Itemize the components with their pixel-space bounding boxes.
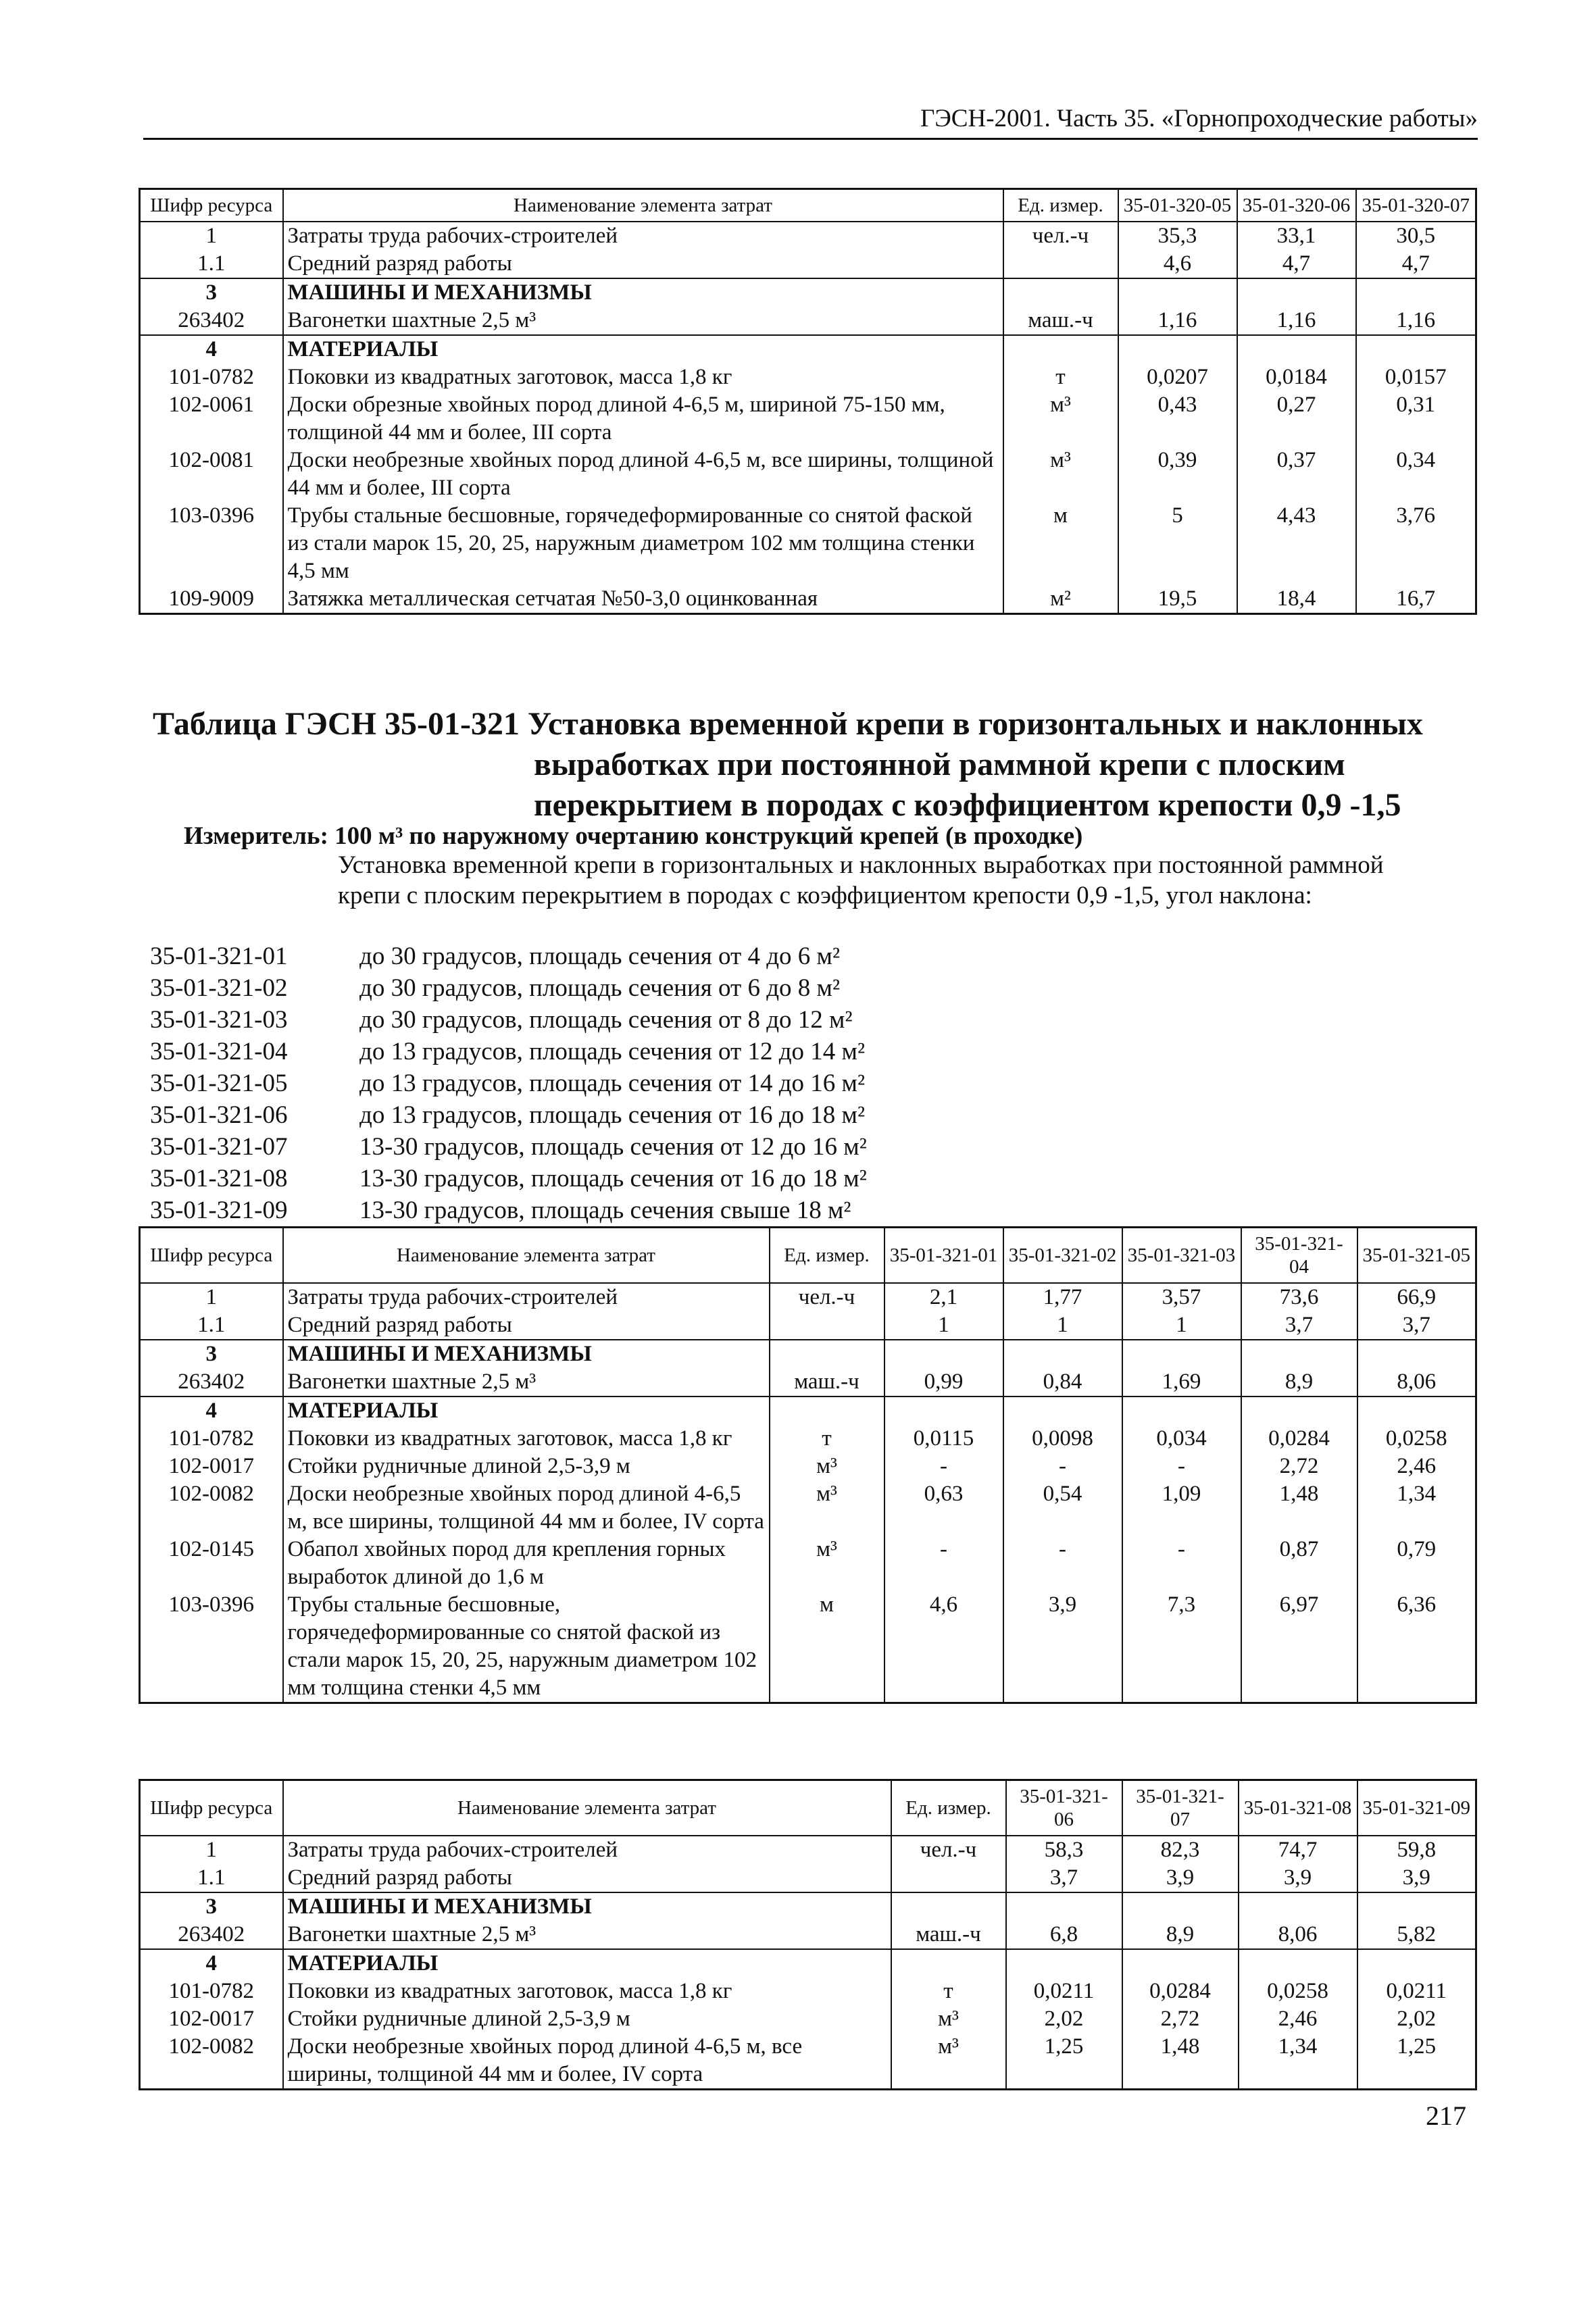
cost-element-name: Поковки из квадратных заготовок, масса 1,8 кг	[283, 363, 1003, 391]
norm-value: 1,48	[1122, 2033, 1239, 2090]
cost-element-name: Доски обрезные хвойных пород длиной 4-6,5 м, шириной 75-150 мм, толщиной 44 мм и более, III сорта	[283, 391, 1003, 447]
norm-value: 19,5	[1118, 585, 1237, 614]
resource-code: 101-0782	[140, 363, 283, 391]
section-title	[153, 704, 1477, 826]
norm-value: 4,7	[1356, 250, 1476, 278]
unit-of-measure: м³	[770, 1453, 884, 1480]
unit-of-measure	[770, 1340, 884, 1368]
resource-code: 1.1	[140, 250, 283, 278]
code-list-item	[150, 1004, 867, 1036]
code-list	[150, 940, 867, 1226]
unit-of-measure	[891, 1892, 1006, 1921]
cost-element-name: Доски необрезные хвойных пород длиной 4-6,5 м, все ширины, толщиной 44 мм и более, IV сорта	[283, 1480, 770, 1536]
norm-code: 35-01-321-07	[150, 1133, 288, 1161]
cost-element-name: Вагонетки шахтные 2,5 м³	[283, 307, 1003, 335]
unit-of-measure: чел.-ч	[770, 1283, 884, 1311]
column-header: 35-01-321-01	[884, 1228, 1003, 1284]
norm-value: 3,76	[1356, 502, 1476, 585]
norm-value: 30,5	[1356, 222, 1476, 250]
resource-table-321-b	[139, 1779, 1477, 2090]
norm-value: 7,3	[1122, 1591, 1241, 1703]
norm-value: 0,0098	[1003, 1425, 1122, 1453]
column-header: 35-01-321-07	[1122, 1780, 1239, 1836]
norm-value: 3,9	[1122, 1864, 1239, 1892]
unit-of-measure: м³	[1003, 447, 1118, 502]
norm-value: -	[884, 1453, 1003, 1480]
unit-of-measure	[770, 1311, 884, 1340]
norm-code: 35-01-321-03	[150, 1006, 288, 1034]
column-header: 35-01-321-02	[1003, 1228, 1122, 1284]
norm-value: 1,77	[1003, 1283, 1122, 1311]
cost-element-name: Затяжка металлическая сетчатая №50-3,0 оцинкованная	[283, 585, 1003, 614]
table-row	[140, 307, 1476, 335]
cost-element-name: Стойки рудничные длиной 2,5-3,9 м	[283, 2005, 891, 2033]
norm-value	[1357, 1340, 1476, 1368]
resource-code: 263402	[140, 1921, 283, 1949]
norm-value: -	[1003, 1536, 1122, 1591]
norm-value: 0,37	[1237, 447, 1356, 502]
norm-code: 35-01-321-04	[150, 1038, 288, 1065]
resource-code: 1.1	[140, 1864, 283, 1892]
resource-code: 103-0396	[140, 1591, 283, 1703]
unit-of-measure: чел.-ч	[1003, 222, 1118, 250]
cost-element-name: Стойки рудничные длиной 2,5-3,9 м	[283, 1453, 770, 1480]
table-row	[140, 1536, 1476, 1591]
cost-element-name: Поковки из квадратных заготовок, масса 1,8 кг	[283, 1978, 891, 2005]
section-title-line: Таблица ГЭСН 35-01-321 Установка временной крепи в горизонтальных и наклонных	[153, 706, 1423, 742]
norm-value: 0,43	[1118, 391, 1237, 447]
column-header: 35-01-320-06	[1237, 189, 1356, 222]
unit-of-measure: маш.-ч	[770, 1368, 884, 1397]
resource-code: 101-0782	[140, 1978, 283, 2005]
table-row	[140, 1283, 1476, 1311]
norm-value	[884, 1397, 1003, 1425]
table-row	[140, 502, 1476, 585]
column-header: Наименование элемента затрат	[283, 1780, 891, 1836]
norm-description: до 13 градусов, площадь сечения от 14 до 16 м²	[359, 1070, 866, 1097]
column-header: Наименование элемента затрат	[283, 189, 1003, 222]
column-header: 35-01-321-09	[1357, 1780, 1476, 1836]
resource-code: 102-0082	[140, 1480, 283, 1536]
cost-element-name: Средний разряд работы	[283, 1864, 891, 1892]
norm-value	[1006, 1949, 1122, 1978]
norm-value: 82,3	[1122, 1836, 1239, 1864]
norm-value: 73,6	[1241, 1283, 1357, 1311]
norm-value: 3,9	[1003, 1591, 1122, 1703]
norm-value: 1,34	[1239, 2033, 1357, 2090]
norm-value: 0,79	[1357, 1536, 1476, 1591]
resource-code: 102-0017	[140, 2005, 283, 2033]
unit-of-measure	[1003, 278, 1118, 307]
resource-code: 4	[140, 1397, 283, 1425]
norm-value	[1006, 1892, 1122, 1921]
norm-description: 13-30 градусов, площадь сечения свыше 18 м²	[359, 1197, 851, 1224]
norm-description: до 30 градусов, площадь сечения от 8 до 12 м²	[359, 1006, 853, 1034]
table-row	[140, 1836, 1476, 1864]
table-row	[140, 278, 1476, 307]
column-header: Шифр ресурса	[140, 1228, 283, 1284]
norm-description: 13-30 градусов, площадь сечения от 12 до 16 м²	[359, 1133, 867, 1161]
norm-value	[1241, 1340, 1357, 1368]
norm-value: 0,0284	[1241, 1425, 1357, 1453]
norm-value: 2,46	[1357, 1453, 1476, 1480]
norm-value: 1,34	[1357, 1480, 1476, 1536]
unit-of-measure: маш.-ч	[1003, 307, 1118, 335]
norm-value: 0,63	[884, 1480, 1003, 1536]
norm-value: 4,6	[1118, 250, 1237, 278]
norm-value: 0,0258	[1239, 1978, 1357, 2005]
unit-of-measure: маш.-ч	[891, 1921, 1006, 1949]
norm-value: 1,25	[1357, 2033, 1476, 2090]
norm-value: 3,7	[1006, 1864, 1122, 1892]
norm-value	[1003, 1340, 1122, 1368]
cost-element-name: МАШИНЫ И МЕХАНИЗМЫ	[283, 1892, 891, 1921]
norm-value: 6,36	[1357, 1591, 1476, 1703]
resource-code: 1.1	[140, 1311, 283, 1340]
section-title-line: перекрытием в породах с коэффициентом крепости 0,9 -1,5	[534, 787, 1401, 823]
table-row	[140, 2033, 1476, 2090]
norm-value: 3,9	[1357, 1864, 1476, 1892]
norm-description: до 30 градусов, площадь сечения от 6 до 8 м²	[359, 974, 841, 1002]
norm-value: 1,25	[1006, 2033, 1122, 2090]
norm-value: -	[1122, 1536, 1241, 1591]
unit-of-measure: м³	[891, 2033, 1006, 2090]
table-header-row	[140, 1228, 1476, 1284]
norm-value: 8,9	[1241, 1368, 1357, 1397]
norm-description: 13-30 градусов, площадь сечения от 16 до 18 м²	[359, 1165, 867, 1192]
norm-value: 0,84	[1003, 1368, 1122, 1397]
norm-value: 0,0284	[1122, 1978, 1239, 2005]
column-header: 35-01-321-04	[1241, 1228, 1357, 1284]
code-list-item	[150, 1036, 867, 1067]
code-list-item	[150, 1099, 867, 1131]
norm-value: 0,27	[1237, 391, 1356, 447]
norm-code: 35-01-321-08	[150, 1165, 288, 1192]
norm-value: 35,3	[1118, 222, 1237, 250]
table-row	[140, 363, 1476, 391]
norm-value: 16,7	[1356, 585, 1476, 614]
column-header: Шифр ресурса	[140, 189, 283, 222]
norm-value: 8,06	[1239, 1921, 1357, 1949]
norm-value: 8,9	[1122, 1921, 1239, 1949]
resource-code: 3	[140, 1340, 283, 1368]
table-header-row	[140, 189, 1476, 222]
norm-value: 2,02	[1357, 2005, 1476, 2033]
table-row	[140, 391, 1476, 447]
table-row	[140, 1340, 1476, 1368]
unit-of-measure: м³	[891, 2005, 1006, 2033]
norm-code: 35-01-321-05	[150, 1070, 288, 1097]
norm-value	[1356, 278, 1476, 307]
norm-value: 0,0115	[884, 1425, 1003, 1453]
code-list-item	[150, 1163, 867, 1194]
unit-of-measure: чел.-ч	[891, 1836, 1006, 1864]
resource-code: 103-0396	[140, 502, 283, 585]
cost-element-name: Средний разряд работы	[283, 250, 1003, 278]
unit-of-measure: м³	[1003, 391, 1118, 447]
norm-value	[1122, 1340, 1241, 1368]
norm-value: 5,82	[1357, 1921, 1476, 1949]
norm-value	[1357, 1892, 1476, 1921]
table-row	[140, 335, 1476, 363]
running-header: ГЭСН-2001. Часть 35. «Горнопроходческие работы»	[143, 103, 1478, 140]
page-number: 217	[1426, 2101, 1466, 2131]
norm-value: 2,02	[1006, 2005, 1122, 2033]
table-row	[140, 222, 1476, 250]
norm-value: 0,0211	[1006, 1978, 1122, 2005]
code-list-item	[150, 940, 867, 972]
column-header: Ед. измер.	[1003, 189, 1118, 222]
unit-of-measure: т	[1003, 363, 1118, 391]
cost-element-name: МАТЕРИАЛЫ	[283, 1397, 770, 1425]
norm-value: 2,1	[884, 1283, 1003, 1311]
norm-value: 0,39	[1118, 447, 1237, 502]
norm-value	[1118, 335, 1237, 363]
table-row	[140, 1892, 1476, 1921]
resource-code: 263402	[140, 1368, 283, 1397]
column-header: 35-01-321-03	[1122, 1228, 1241, 1284]
unit-of-measure	[770, 1397, 884, 1425]
cost-element-name: Затраты труда рабочих-строителей	[283, 1283, 770, 1311]
norm-value	[1122, 1397, 1241, 1425]
measurer-line: Измеритель: 100 м³ по наружному очертанию конструкций крепей (в проходке)	[184, 822, 1083, 850]
table-row	[140, 250, 1476, 278]
resource-code: 109-9009	[140, 585, 283, 614]
resource-code: 1	[140, 222, 283, 250]
norm-value	[1357, 1949, 1476, 1978]
resource-table-320	[139, 188, 1477, 615]
norm-value: 0,0258	[1357, 1425, 1476, 1453]
norm-description: до 13 градусов, площадь сечения от 16 до 18 м²	[359, 1101, 866, 1129]
resource-code: 102-0081	[140, 447, 283, 502]
norm-value: 4,6	[884, 1591, 1003, 1703]
cost-element-name: Доски необрезные хвойных пород длиной 4-6,5 м, все ширины, толщиной 44 мм и более, IV сорта	[283, 2033, 891, 2090]
unit-of-measure	[891, 1864, 1006, 1892]
resource-code: 102-0082	[140, 2033, 283, 2090]
norm-value	[1237, 278, 1356, 307]
norm-value: -	[1122, 1453, 1241, 1480]
resource-code: 101-0782	[140, 1425, 283, 1453]
resource-code: 3	[140, 1892, 283, 1921]
unit-of-measure	[1003, 335, 1118, 363]
unit-of-measure	[891, 1949, 1006, 1978]
norm-code: 35-01-321-02	[150, 974, 288, 1002]
cost-element-name: МАШИНЫ И МЕХАНИЗМЫ	[283, 1340, 770, 1368]
cost-element-name: Вагонетки шахтные 2,5 м³	[283, 1368, 770, 1397]
column-header: 35-01-320-05	[1118, 189, 1237, 222]
norm-value: 0,0207	[1118, 363, 1237, 391]
column-header: 35-01-321-05	[1357, 1228, 1476, 1284]
norm-value: 6,8	[1006, 1921, 1122, 1949]
norm-value	[1239, 1949, 1357, 1978]
norm-value: 2,72	[1241, 1453, 1357, 1480]
norm-value: 1	[1003, 1311, 1122, 1340]
norm-value: 1,16	[1356, 307, 1476, 335]
norm-value: 33,1	[1237, 222, 1356, 250]
column-header: 35-01-320-07	[1356, 189, 1476, 222]
resource-table-321-a	[139, 1226, 1477, 1704]
norm-value: 8,06	[1357, 1368, 1476, 1397]
table-header-row	[140, 1780, 1476, 1836]
norm-value: 58,3	[1006, 1836, 1122, 1864]
norm-value: -	[1003, 1453, 1122, 1480]
norm-code: 35-01-321-09	[150, 1197, 288, 1224]
norm-value: 3,7	[1357, 1311, 1476, 1340]
norm-value: 4,43	[1237, 502, 1356, 585]
column-header: 35-01-321-06	[1006, 1780, 1122, 1836]
norm-value: 18,4	[1237, 585, 1356, 614]
norm-value: 1,09	[1122, 1480, 1241, 1536]
unit-of-measure: т	[891, 1978, 1006, 2005]
norm-value: 66,9	[1357, 1283, 1476, 1311]
table-row	[140, 1921, 1476, 1949]
column-header: 35-01-321-08	[1239, 1780, 1357, 1836]
norm-value: 1,16	[1118, 307, 1237, 335]
norm-value: 0,0211	[1357, 1978, 1476, 2005]
cost-element-name: МАТЕРИАЛЫ	[283, 335, 1003, 363]
norm-value: -	[884, 1536, 1003, 1591]
table-row	[140, 1949, 1476, 1978]
table-row	[140, 2005, 1476, 2033]
norm-value: 4,7	[1237, 250, 1356, 278]
norm-value: 5	[1118, 502, 1237, 585]
code-list-item	[150, 1131, 867, 1163]
table-row	[140, 1311, 1476, 1340]
cost-element-name: Поковки из квадратных заготовок, масса 1,8 кг	[283, 1425, 770, 1453]
norm-value: 3,57	[1122, 1283, 1241, 1311]
cost-element-name: Доски необрезные хвойных пород длиной 4-6,5 м, все ширины, толщиной 44 мм и более, III сорта	[283, 447, 1003, 502]
resource-code: 263402	[140, 307, 283, 335]
resource-code: 102-0061	[140, 391, 283, 447]
cost-element-name: МАТЕРИАЛЫ	[283, 1949, 891, 1978]
cost-element-name: Средний разряд работы	[283, 1311, 770, 1340]
norm-value	[1241, 1397, 1357, 1425]
table-row	[140, 1480, 1476, 1536]
table-row	[140, 1368, 1476, 1397]
norm-value: 0,034	[1122, 1425, 1241, 1453]
norm-value	[1122, 1949, 1239, 1978]
resource-code: 4	[140, 1949, 283, 1978]
table-row	[140, 1397, 1476, 1425]
norm-value	[1356, 335, 1476, 363]
norm-value: 1	[884, 1311, 1003, 1340]
resource-code: 102-0145	[140, 1536, 283, 1591]
norm-value	[1357, 1397, 1476, 1425]
norm-code: 35-01-321-01	[150, 942, 288, 970]
norm-description: до 30 градусов, площадь сечения от 4 до 6 м²	[359, 942, 841, 970]
norm-value: 6,97	[1241, 1591, 1357, 1703]
norm-value: 0,54	[1003, 1480, 1122, 1536]
column-header: Ед. измер.	[770, 1228, 884, 1284]
unit-of-measure: т	[770, 1425, 884, 1453]
unit-of-measure	[1003, 250, 1118, 278]
resource-code: 1	[140, 1283, 283, 1311]
table-row	[140, 1453, 1476, 1480]
cost-element-name: Трубы стальные бесшовные, горячедеформированные со снятой фаской из стали марок 15, 20, 25, наружным диаметром 102 мм толщина стенки 4,5 мм	[283, 502, 1003, 585]
norm-value	[1003, 1397, 1122, 1425]
unit-of-measure: м	[770, 1591, 884, 1703]
code-list-item	[150, 1067, 867, 1099]
unit-of-measure: м²	[1003, 585, 1118, 614]
norm-value	[1239, 1892, 1357, 1921]
norm-value: 74,7	[1239, 1836, 1357, 1864]
norm-value: 59,8	[1357, 1836, 1476, 1864]
table-row	[140, 447, 1476, 502]
norm-value: 3,9	[1239, 1864, 1357, 1892]
column-header: Ед. измер.	[891, 1780, 1006, 1836]
unit-of-measure: м	[1003, 502, 1118, 585]
resource-code: 1	[140, 1836, 283, 1864]
norm-value: 3,7	[1241, 1311, 1357, 1340]
cost-element-name: Трубы стальные бесшовные, горячедеформированные со снятой фаской из стали марок 15, 20, 25, наружным диаметром 102 мм толщина стенки 4,5 мм	[283, 1591, 770, 1703]
cost-element-name: Затраты труда рабочих-строителей	[283, 222, 1003, 250]
cost-element-name: Вагонетки шахтные 2,5 м³	[283, 1921, 891, 1949]
table-row	[140, 1591, 1476, 1703]
norm-value: 0,99	[884, 1368, 1003, 1397]
norm-value	[1237, 335, 1356, 363]
column-header: Наименование элемента затрат	[283, 1228, 770, 1284]
norm-value: 1,69	[1122, 1368, 1241, 1397]
norm-value: 2,46	[1239, 2005, 1357, 2033]
unit-of-measure: м³	[770, 1480, 884, 1536]
norm-value: 0,34	[1356, 447, 1476, 502]
table-row	[140, 1978, 1476, 2005]
resource-code: 3	[140, 278, 283, 307]
norm-value: 0,0157	[1356, 363, 1476, 391]
norm-value: 0,87	[1241, 1536, 1357, 1591]
norm-value	[884, 1340, 1003, 1368]
intro-paragraph: Установка временной крепи в горизонтальных и наклонных выработках при постоянной раммной крепи с плоским перекрытием в породах с коэффициентом крепости 0,9 -1,5, угол наклона:	[338, 851, 1384, 909]
section-title-line: выработках при постоянной раммной крепи с плоским	[534, 747, 1345, 782]
cost-element-name: Обапол хвойных пород для крепления горных выработок длиной до 1,6 м	[283, 1536, 770, 1591]
table-row	[140, 1864, 1476, 1892]
table-row	[140, 1425, 1476, 1453]
resource-code: 4	[140, 335, 283, 363]
norm-value	[1122, 1892, 1239, 1921]
code-list-item	[150, 972, 867, 1004]
norm-value: 0,0184	[1237, 363, 1356, 391]
code-list-item	[150, 1194, 867, 1226]
resource-code: 102-0017	[140, 1453, 283, 1480]
norm-value: 1,16	[1237, 307, 1356, 335]
column-header: Шифр ресурса	[140, 1780, 283, 1836]
cost-element-name: МАШИНЫ И МЕХАНИЗМЫ	[283, 278, 1003, 307]
norm-value: 0,31	[1356, 391, 1476, 447]
table-row	[140, 585, 1476, 614]
unit-of-measure: м³	[770, 1536, 884, 1591]
norm-value	[1118, 278, 1237, 307]
norm-code: 35-01-321-06	[150, 1101, 288, 1129]
norm-value: 1,48	[1241, 1480, 1357, 1536]
norm-value: 2,72	[1122, 2005, 1239, 2033]
cost-element-name: Затраты труда рабочих-строителей	[283, 1836, 891, 1864]
norm-value: 1	[1122, 1311, 1241, 1340]
norm-description: до 13 градусов, площадь сечения от 12 до 14 м²	[359, 1038, 866, 1065]
